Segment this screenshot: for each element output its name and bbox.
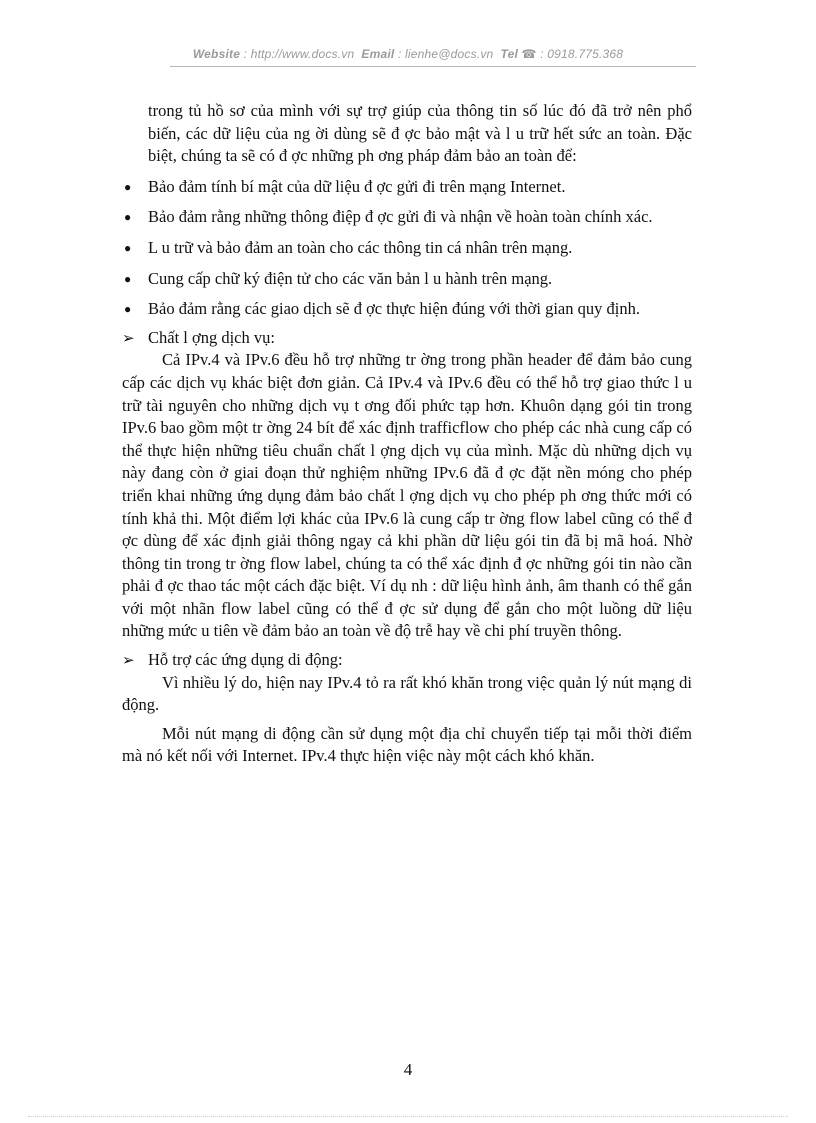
bullet-icon: ● — [124, 240, 132, 255]
bullet-text: Bảo đảm tính bí mật của dữ liệu đ ợc gửi đi trên mạng Internet. — [148, 176, 566, 196]
intro-paragraph: trong tủ hồ sơ của mình với sự trợ giúp của thông tin số lúc đó đã trở nên phổ biến, các dữ liệu của ng ời dùng sẽ đ ợc bảo mật và l u trữ hết sức an toàn. Đặc biệt, chúng ta sẽ có đ ợc những ph ơng pháp đảm bảo an toàn để: — [148, 101, 692, 166]
mobile-paragraph-2: Mỗi nút mạng di động cần sử dụng một địa chỉ chuyển tiếp tại mỗi thời điểm mà nó kết nối với Internet. IPv.4 thực hiện việc này một cách khó khăn. — [122, 723, 692, 766]
page-header — [0, 47, 816, 61]
header-divider — [170, 66, 696, 67]
quality-paragraph: Cả IPv.4 và IPv.6 đều hỗ trợ những tr ờng trong phần header để đảm bảo cung cấp các dịch vụ khác biệt đơn giản. Cả IPv.4 và IPv.6 đều có thể hỗ trợ giao thức l u trữ tài nguyên cho những dịch vụ t ơng đối phức tạp hơn. Khuôn dạng gói tin trong IPv.6 bao gồm một tr ờng 24 bít để xác định trafficflow cho phép các nhà cung cấp có thể thực hiện những tiêu chuẩn chất l ợng dịch vụ của mình. Mặc dù những dịch vụ này đang còn ở giai đoạn thử nghiệm những IPv.6 đã đ ợc đặt nền móng cho phép triển khai những ứng dụng đảm bảo chất l ợng dịch vụ cho phép ph ơng thức mới có tính khả thi. Một điểm lợi khác của IPv.6 là cung cấp tr ờng flow label cũng có thể đ ợc dùng để xác định giải thông ngay cả khi phần dữ liệu gói tin đã bị mã hoá. Nhờ thông tin trong tr ờng flow label, chúng ta có thể xác định đ ợc những gói tin nào cần phải đ ợc thao tác một cách đặc biệt. Ví dụ nh : dữ liệu hình ảnh, âm thanh có thể gắn với một nhãn flow label cũng có thể đ ợc sử dụng để gắn cho một luồng dữ liệu những mức u tiên về đảm bảo an toàn về độ trễ hay về chi phí truyền thông. — [122, 350, 692, 641]
bullet-text: Bảo đảm rằng các giao dịch sẽ đ ợc thực hiện đúng với thời gian quy định. — [148, 299, 640, 319]
arrow-bullet-icon: ➢ — [122, 651, 135, 670]
website-value: : http://www.docs.vn — [243, 47, 355, 61]
email-label: Email — [361, 47, 395, 61]
bullet-item — [122, 176, 692, 199]
bullet-text: Bảo đảm rằng những thông điệp đ ợc gửi đi và nhận về hoàn toàn chính xác. — [148, 207, 653, 227]
bullet-item — [122, 206, 692, 229]
website-label: Website — [192, 47, 241, 61]
section-heading-text: Hỗ trợ các ứng dụng di động: — [148, 650, 343, 670]
bullet-icon: ● — [124, 179, 132, 194]
bullet-item — [122, 237, 692, 260]
arrow-bullet-icon: ➢ — [122, 328, 135, 347]
mobile-paragraph-1: Vì nhiều lý do, hiện nay IPv.4 tỏ ra rất khó khăn trong việc quản lý nút mạng di động. — [122, 672, 692, 715]
bullet-text: L u trữ và bảo đảm an toàn cho các thông tin cá nhân trên mạng. — [148, 237, 573, 257]
email-value: : lienhe@docs.vn — [397, 47, 494, 61]
page-number: 4 — [403, 1060, 413, 1079]
bullet-item — [122, 298, 692, 321]
tel-value: ☎ : 0918.775.368 — [521, 47, 624, 61]
bullet-item — [122, 268, 692, 291]
section-heading-mobile — [122, 649, 692, 672]
document-body — [122, 100, 692, 768]
section-heading-quality — [122, 327, 692, 350]
bullet-text: Cung cấp chữ ký điện tử cho các văn bản l u hành trên mạng. — [148, 268, 553, 288]
section-heading-text: Chất l ợng dịch vụ: — [148, 327, 275, 347]
footer-divider — [28, 1116, 788, 1117]
bullet-icon: ● — [124, 302, 132, 317]
bullet-icon: ● — [124, 210, 132, 225]
bullet-icon: ● — [124, 271, 132, 286]
tel-label: Tel — [500, 47, 518, 61]
